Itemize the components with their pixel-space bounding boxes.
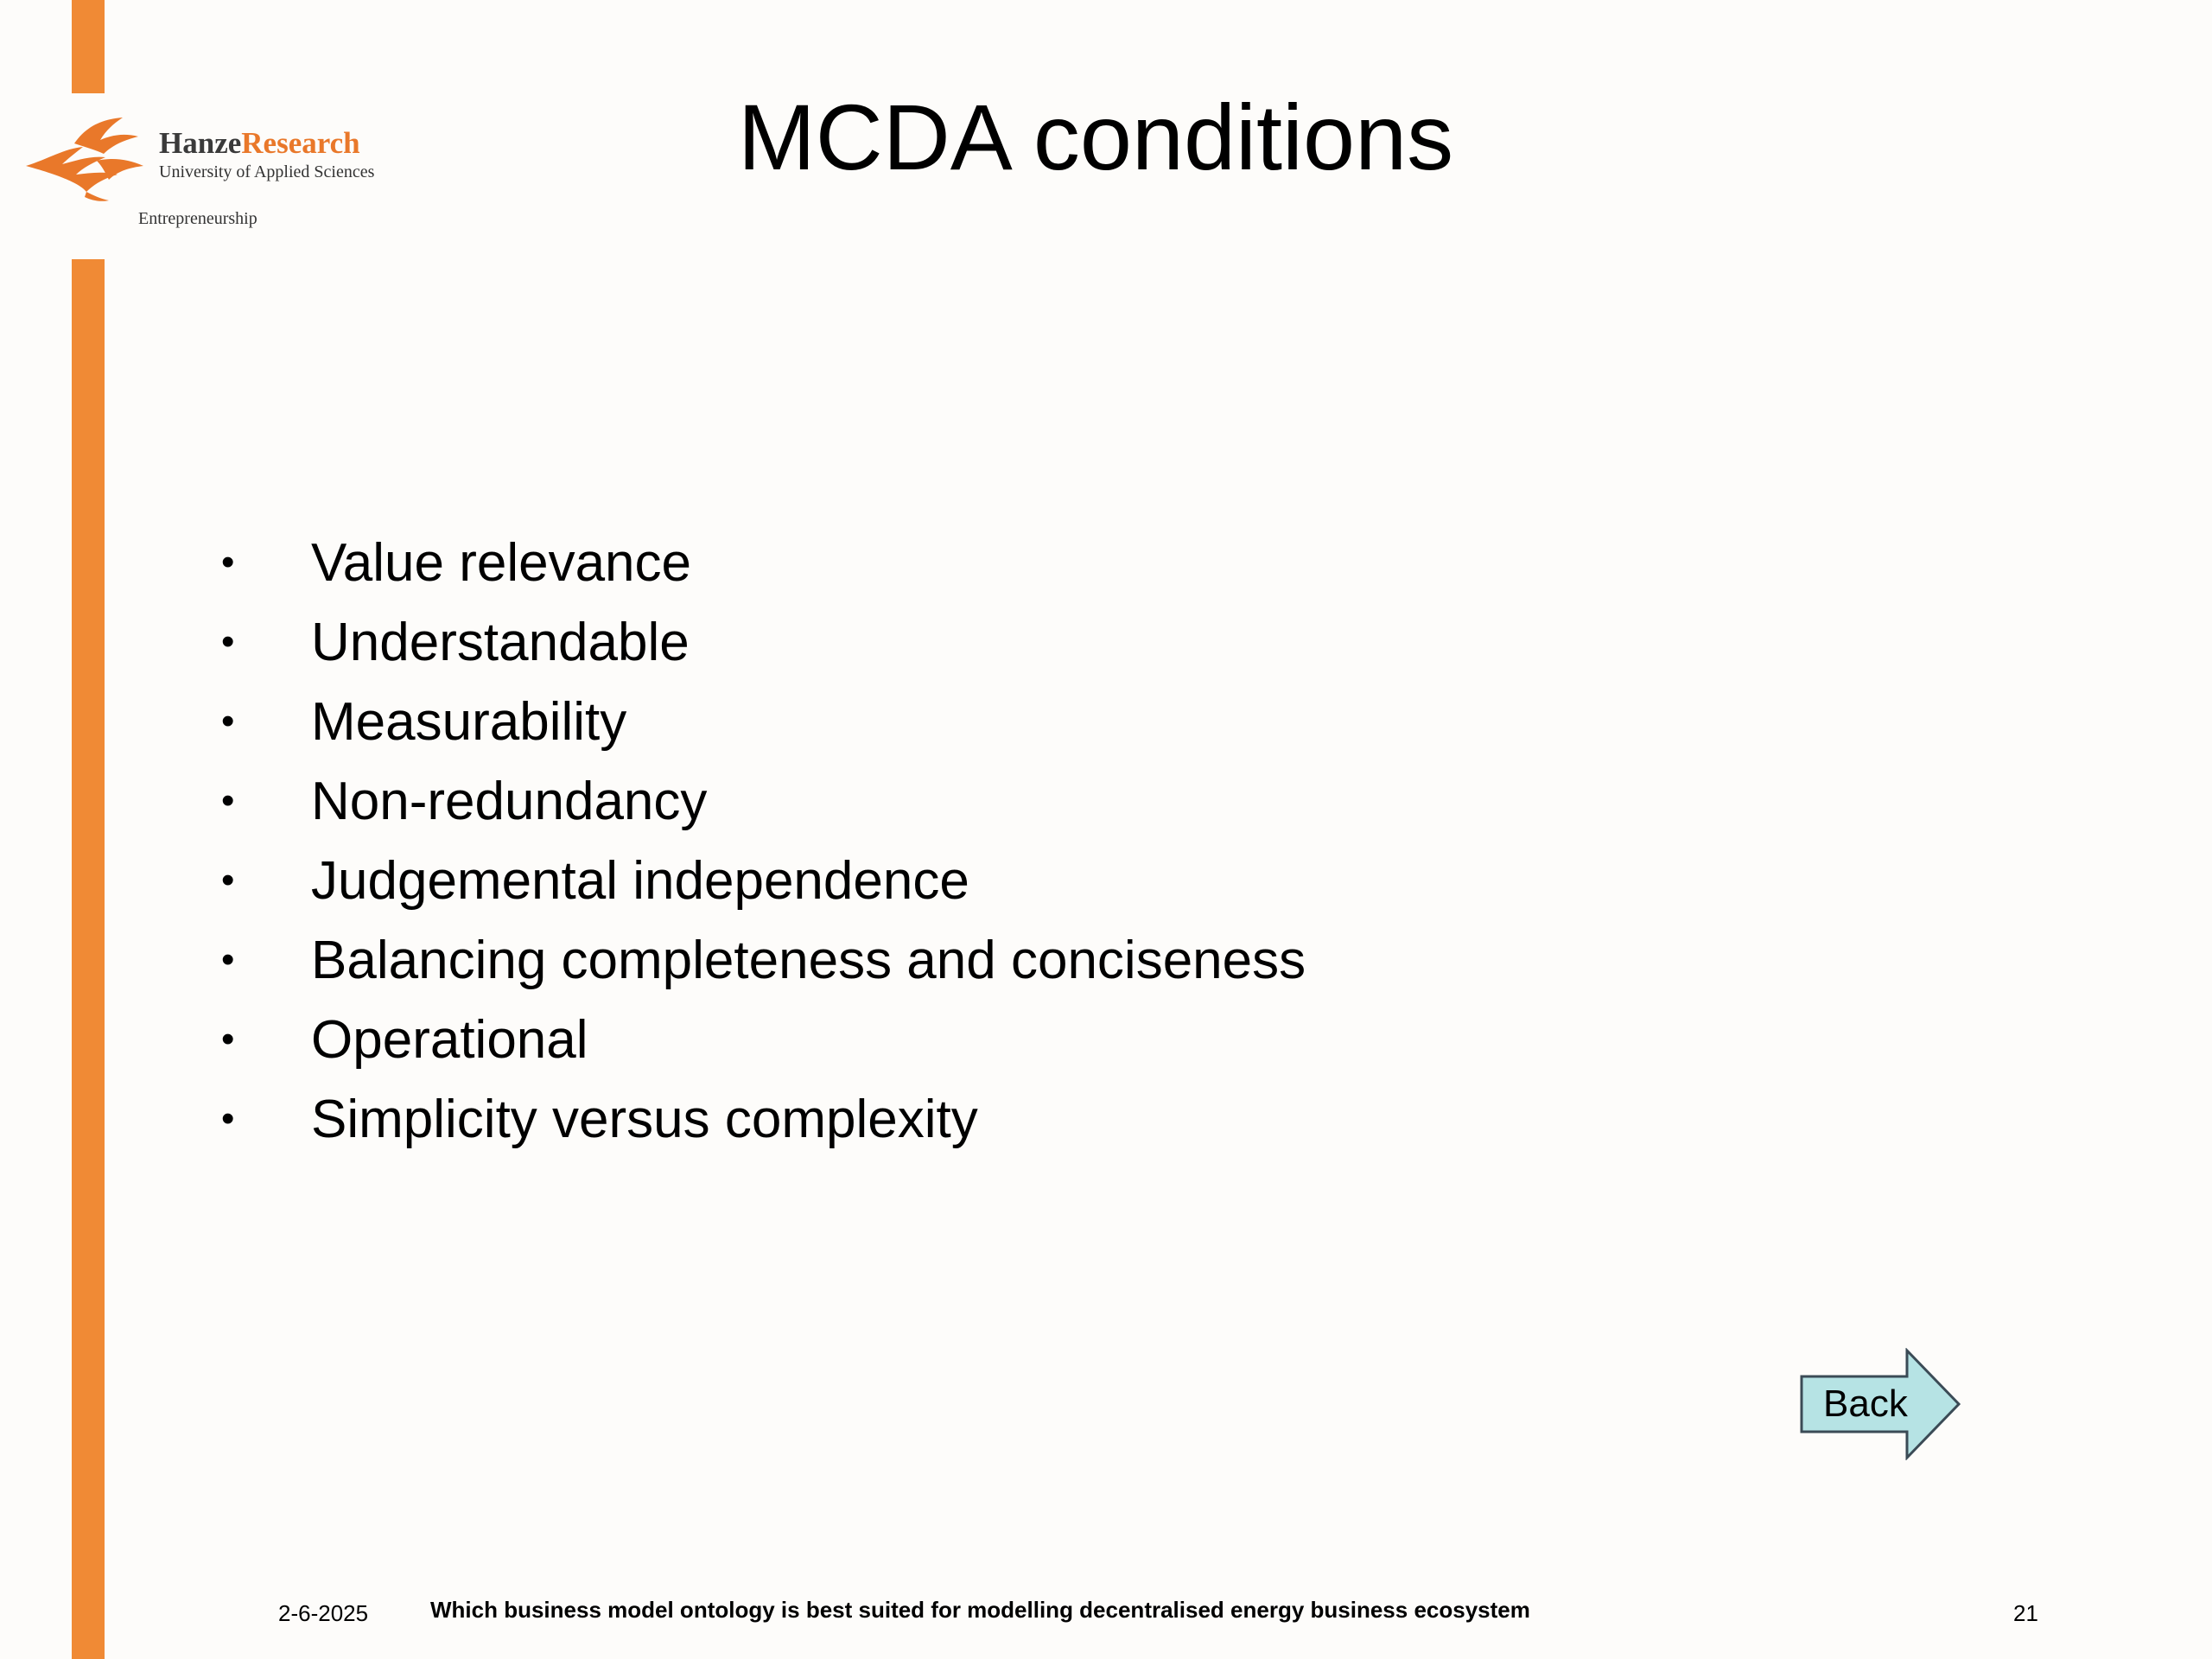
list-item [216, 602, 1306, 682]
logo-brand [159, 128, 360, 158]
bullet-dot: • [221, 1018, 235, 1060]
bullet-dot: • [221, 1097, 235, 1140]
bullet-text: Simplicity versus complexity [311, 1089, 978, 1149]
bullet-text: Understandable [311, 612, 690, 672]
list-item [216, 1079, 1306, 1159]
bullet-dot: • [221, 700, 235, 742]
list-item [216, 920, 1306, 1000]
bullet-text: Judgemental independence [311, 850, 969, 911]
flame-logo-icon [22, 109, 152, 204]
back-button[interactable] [1799, 1348, 1961, 1460]
bullet-dot: • [221, 779, 235, 822]
logo-brand-research: Research [241, 126, 360, 160]
footer-presentation-title: Which business model ontology is best suited for modelling decentralised energy business ecosystem [430, 1597, 1530, 1623]
list-item [216, 682, 1306, 761]
hanze-research-logo [22, 102, 385, 240]
footer-date: 2-6-2025 [278, 1600, 369, 1626]
bullet-dot: • [221, 620, 235, 663]
list-item [216, 841, 1306, 920]
slide-title: MCDA conditions [737, 85, 1454, 189]
bullet-text: Balancing completeness and conciseness [311, 930, 1306, 990]
logo-department: Entrepreneurship [138, 209, 257, 228]
list-item [216, 1000, 1306, 1079]
accent-bar-top [72, 0, 105, 93]
bullet-text: Non-redundancy [311, 771, 708, 831]
logo-brand-hanze: Hanze [159, 126, 242, 160]
back-button-label: Back [1823, 1382, 1908, 1425]
list-item [216, 523, 1306, 602]
bullet-text: Operational [311, 1009, 588, 1070]
bullet-text: Value relevance [311, 532, 692, 593]
list-item [216, 761, 1306, 841]
logo-subtitle: University of Applied Sciences [159, 162, 375, 181]
bullet-dot: • [221, 859, 235, 901]
bullet-list [216, 523, 1306, 1159]
footer-page-number: 21 [2013, 1600, 2038, 1626]
bullet-dot: • [221, 938, 235, 981]
bullet-text: Measurability [311, 691, 627, 752]
bullet-dot: • [221, 541, 235, 583]
accent-bar-bottom [72, 259, 105, 1659]
